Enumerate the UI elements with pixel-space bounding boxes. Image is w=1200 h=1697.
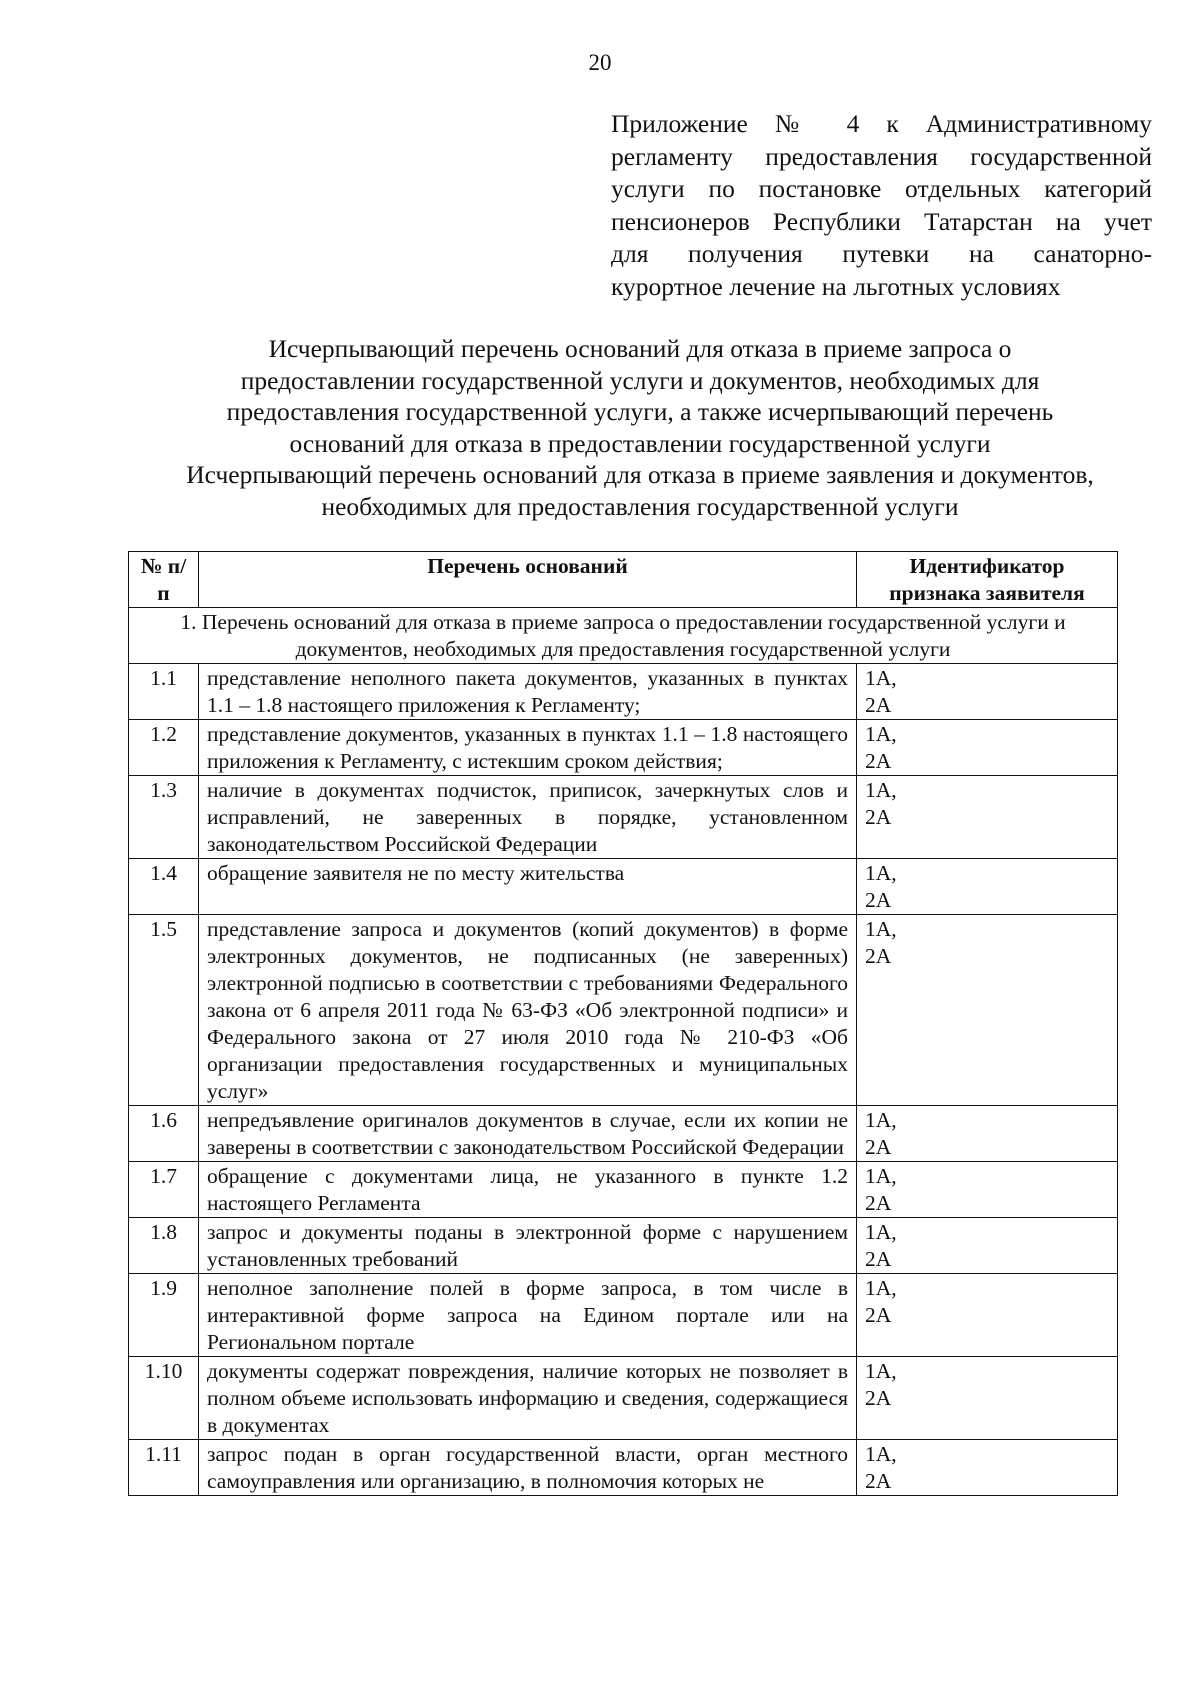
identifier-1: 1А, [865,722,897,746]
identifier-2: 2А [865,749,892,773]
header-reasons: Перечень оснований [199,552,857,608]
identifier-2: 2А [865,693,892,717]
row-text: представление неполного пакета документов, указанных в пунктах 1.1 – 1.8 настоящего приложения к Регламенту; [199,664,857,720]
table-row [129,720,1118,776]
table-row [129,1357,1118,1440]
row-identifier [857,915,1118,1106]
identifier-2: 2А [865,1469,892,1493]
row-num: 1.8 [129,1218,199,1274]
row-text: неполное заполнение полей в форме запроса, в том числе в интерактивной форме запроса на Едином портале или на Региональном портале [199,1274,857,1357]
table-header-row [129,552,1118,608]
row-identifier [857,1162,1118,1218]
identifier-2: 2А [865,1191,892,1215]
appendix-line: Приложение № 4 к Административному [611,109,1152,138]
row-num: 1.11 [129,1440,199,1496]
row-identifier [857,1440,1118,1496]
row-text: наличие в документах подчисток, приписок, зачеркнутых слов и исправлений, не заверенных в порядке, установленном законодательством Российской Федерации [199,776,857,859]
row-text: представление документов, указанных в пунктах 1.1 – 1.8 настоящего приложения к Регламенту, с истекшим сроком действия; [199,720,857,776]
heading-line: оснований для отказа в предоставлении государственной услуги [289,428,991,458]
row-identifier [857,664,1118,720]
identifier-2: 2А [865,1135,892,1159]
header-identifier: Идентификатор признака заявителя [857,552,1118,608]
table-row [129,1106,1118,1162]
identifier-2: 2А [865,944,892,968]
heading-line: Исчерпывающий перечень оснований для отказа в приеме запроса о [268,334,1012,363]
heading-line: необходимых для предоставления государственной услуги [321,491,959,521]
header-num: № п/п [129,552,199,608]
heading-line: Исчерпывающий перечень оснований для отказа в приеме заявления и документов, [186,460,1094,489]
appendix-line: курортное лечение на льготных условиях [611,271,1061,301]
identifier-2: 2А [865,1386,892,1410]
identifier-1: 1А, [865,778,897,802]
row-identifier [857,1357,1118,1440]
appendix-line: регламенту предоставления государственной [611,141,1152,171]
row-identifier [857,859,1118,915]
identifier-1: 1А, [865,917,897,941]
document-heading [120,333,1160,522]
appendix-line: услуги по постановке отдельных категорий [611,174,1152,203]
row-num: 1.7 [129,1162,199,1218]
identifier-2: 2А [865,1247,892,1271]
row-num: 1.2 [129,720,199,776]
identifier-1: 1А, [865,861,897,885]
identifier-2: 2А [865,805,892,829]
table-row [129,776,1118,859]
table-row [129,859,1118,915]
row-num: 1.9 [129,1274,199,1357]
row-text: запрос подан в орган государственной власти, орган местного самоуправления или организацию, в полномочия которых не [199,1440,857,1496]
identifier-1: 1А, [865,1164,897,1188]
reasons-table [128,551,1118,1496]
identifier-1: 1А, [865,1442,897,1466]
heading-line: предоставления государственной услуги, а также исчерпывающий перечень [226,397,1054,426]
row-identifier [857,1106,1118,1162]
row-text: представление запроса и документов (копий документов) в форме электронных документов, не подписанных (не заверенных) электронной подписью в соответствии с требованиями Федерального закона от 6 апреля 2011 года № 63-ФЗ «Об электронной подписи» и Федерального закона от 27 июля 2010 года № 210-ФЗ «Об организации предоставления государственных и муниципальных услуг» [199,915,857,1106]
row-num: 1.4 [129,859,199,915]
row-num: 1.5 [129,915,199,1106]
row-num: 1.6 [129,1106,199,1162]
row-identifier [857,1218,1118,1274]
section-row [129,608,1118,664]
identifier-2: 2А [865,888,892,912]
row-num: 1.10 [129,1357,199,1440]
identifier-1: 1А, [865,1108,897,1132]
row-identifier [857,1274,1118,1357]
table-row [129,664,1118,720]
appendix-note [611,108,1152,303]
identifier-1: 1А, [865,666,897,690]
table-row [129,1440,1118,1496]
table-row [129,1274,1118,1357]
row-identifier [857,720,1118,776]
identifier-1: 1А, [865,1359,897,1383]
row-text: обращение с документами лица, не указанного в пункте 1.2 настоящего Регламента [199,1162,857,1218]
appendix-line: для получения путевки на санаторно- [611,239,1152,268]
row-text: документы содержат повреждения, наличие которых не позволяет в полном объеме использовать информацию и сведения, содержащиеся в документах [199,1357,857,1440]
row-text: запрос и документы поданы в электронной форме с нарушением установленных требований [199,1218,857,1274]
row-text: непредъявление оригиналов документов в случае, если их копии не заверены в соответствии с законодательством Российской Федерации [199,1106,857,1162]
identifier-2: 2А [865,1303,892,1327]
heading-line: предоставлении государственной услуги и документов, необходимых для [240,365,1040,395]
page-number: 20 [588,50,612,75]
section-title: 1. Перечень оснований для отказа в приеме запроса о предоставлении государственной услуги и документов, необходимых для предоставления государственной услуги [129,608,1118,664]
identifier-1: 1А, [865,1220,897,1244]
table-row [129,915,1118,1106]
row-identifier [857,776,1118,859]
row-text: обращение заявителя не по месту жительства [199,859,857,915]
identifier-1: 1А, [865,1276,897,1300]
table-row [129,1218,1118,1274]
appendix-line: пенсионеров Республики Татарстан на учет [611,206,1152,236]
row-num: 1.1 [129,664,199,720]
table-row [129,1162,1118,1218]
row-num: 1.3 [129,776,199,859]
